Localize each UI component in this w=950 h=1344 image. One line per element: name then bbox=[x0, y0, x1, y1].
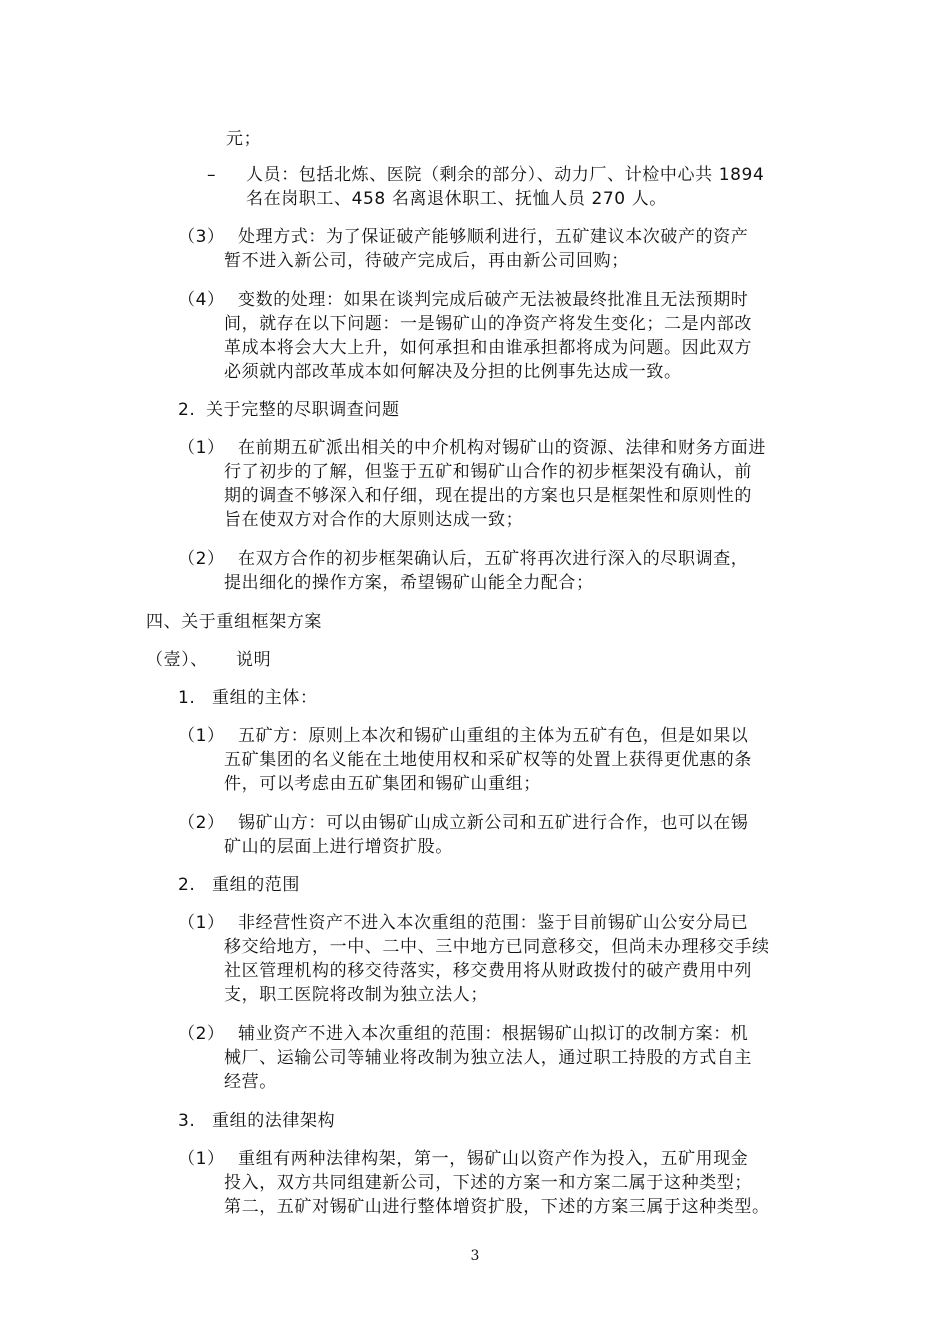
text-line: 社区管理机构的移交待落实，移交费用将从财政拨付的破产费用中列 bbox=[224, 961, 752, 981]
text-line: 变数的处理：如果在谈判完成后破产无法被最终批准且无法预期时 bbox=[238, 290, 749, 310]
section-heading: 关于完整的尽职调查问题 bbox=[206, 400, 400, 420]
item-number: （3） bbox=[178, 227, 225, 247]
text-line: 人员：包括北炼、医院（剩余的部分）、动力厂、计检中心共 1894 bbox=[246, 165, 765, 185]
text-line: 移交给地方，一中、二中、三中地方已同意移交，但尚未办理移交手续 bbox=[224, 937, 770, 957]
item-number: （2） bbox=[178, 549, 225, 569]
text-line: 五矿集团的名义能在土地使用权和采矿权等的处置上获得更优惠的条 bbox=[224, 750, 752, 770]
section-number: 2. bbox=[178, 875, 196, 895]
chapter-heading: 四、关于重组框架方案 bbox=[146, 612, 322, 632]
text-line: 革成本将会大大上升，如何承担和由谁承担都将成为问题。因此双方 bbox=[224, 338, 752, 358]
item-number: （1） bbox=[178, 726, 225, 746]
text-line: 件，可以考虑由五矿集团和锡矿山重组； bbox=[224, 774, 541, 794]
page-number: 3 bbox=[470, 1248, 480, 1264]
text-line: 投入，双方共同组建新公司，下述的方案一和方案二属于这种类型； bbox=[224, 1173, 752, 1193]
item-number: （2） bbox=[178, 813, 225, 833]
text-line: 元； bbox=[226, 129, 262, 149]
item-number: （2） bbox=[178, 1024, 225, 1044]
text-line: 矿山的层面上进行增资扩股。 bbox=[224, 837, 453, 857]
section-number: 1. bbox=[178, 688, 196, 708]
section-heading: 重组的法律架构 bbox=[212, 1111, 336, 1131]
text-line: 旨在使双方对合作的大原则达成一致； bbox=[224, 510, 524, 530]
section-heading: 重组的范围 bbox=[212, 875, 300, 895]
dash-bullet: – bbox=[207, 165, 217, 185]
subchapter-heading: 说明 bbox=[236, 650, 272, 670]
text-line: 间，就存在以下问题：一是锡矿山的净资产将发生变化；二是内部改 bbox=[224, 314, 752, 334]
text-line: 行了初步的了解，但鉴于五矿和锡矿山合作的初步框架没有确认，前 bbox=[224, 462, 752, 482]
section-number: 2. bbox=[178, 400, 196, 420]
text-line: 经营。 bbox=[224, 1072, 277, 1092]
text-line: 支，职工医院将改制为独立法人； bbox=[224, 985, 488, 1005]
text-line: 必须就内部改革成本如何解决及分担的比例事先达成一致。 bbox=[224, 362, 682, 382]
item-number: （1） bbox=[178, 1149, 225, 1169]
text-line: 提出细化的操作方案，希望锡矿山能全力配合； bbox=[224, 573, 594, 593]
text-line: 暂不进入新公司，待破产完成后，再由新公司回购； bbox=[224, 251, 629, 271]
text-line: 锡矿山方：可以由锡矿山成立新公司和五矿进行合作，也可以在锡 bbox=[238, 813, 749, 833]
text-line: 名在岗职工、458 名离退休职工、抚恤人员 270 人。 bbox=[246, 189, 667, 209]
section-heading: 重组的主体： bbox=[212, 688, 318, 708]
text-line: 非经营性资产不进入本次重组的范围：鉴于目前锡矿山公安分局已 bbox=[238, 913, 749, 933]
text-line: 在前期五矿派出相关的中介机构对锡矿山的资源、法律和财务方面进 bbox=[238, 438, 766, 458]
text-line: 辅业资产不进入本次重组的范围：根据锡矿山拟订的改制方案：机 bbox=[238, 1024, 749, 1044]
item-number: （1） bbox=[178, 438, 225, 458]
text-line: 重组有两种法律构架，第一，锡矿山以资产作为投入，五矿用现金 bbox=[238, 1149, 749, 1169]
text-line: 第二，五矿对锡矿山进行整体增资扩股，下述的方案三属于这种类型。 bbox=[224, 1197, 770, 1217]
item-number: （1） bbox=[178, 913, 225, 933]
text-line: 期的调查不够深入和仔细，现在提出的方案也只是框架性和原则性的 bbox=[224, 486, 752, 506]
text-line: 处理方式：为了保证破产能够顺利进行，五矿建议本次破产的资产 bbox=[238, 227, 749, 247]
text-line: 械厂、运输公司等辅业将改制为独立法人，通过职工持股的方式自主 bbox=[224, 1048, 752, 1068]
subchapter-number: （壹）、 bbox=[146, 650, 208, 670]
item-number: （4） bbox=[178, 290, 225, 310]
section-number: 3. bbox=[178, 1111, 196, 1131]
text-line: 在双方合作的初步框架确认后，五矿将再次进行深入的尽职调查， bbox=[238, 549, 749, 569]
text-line: 五矿方：原则上本次和锡矿山重组的主体为五矿有色，但是如果以 bbox=[238, 726, 749, 746]
